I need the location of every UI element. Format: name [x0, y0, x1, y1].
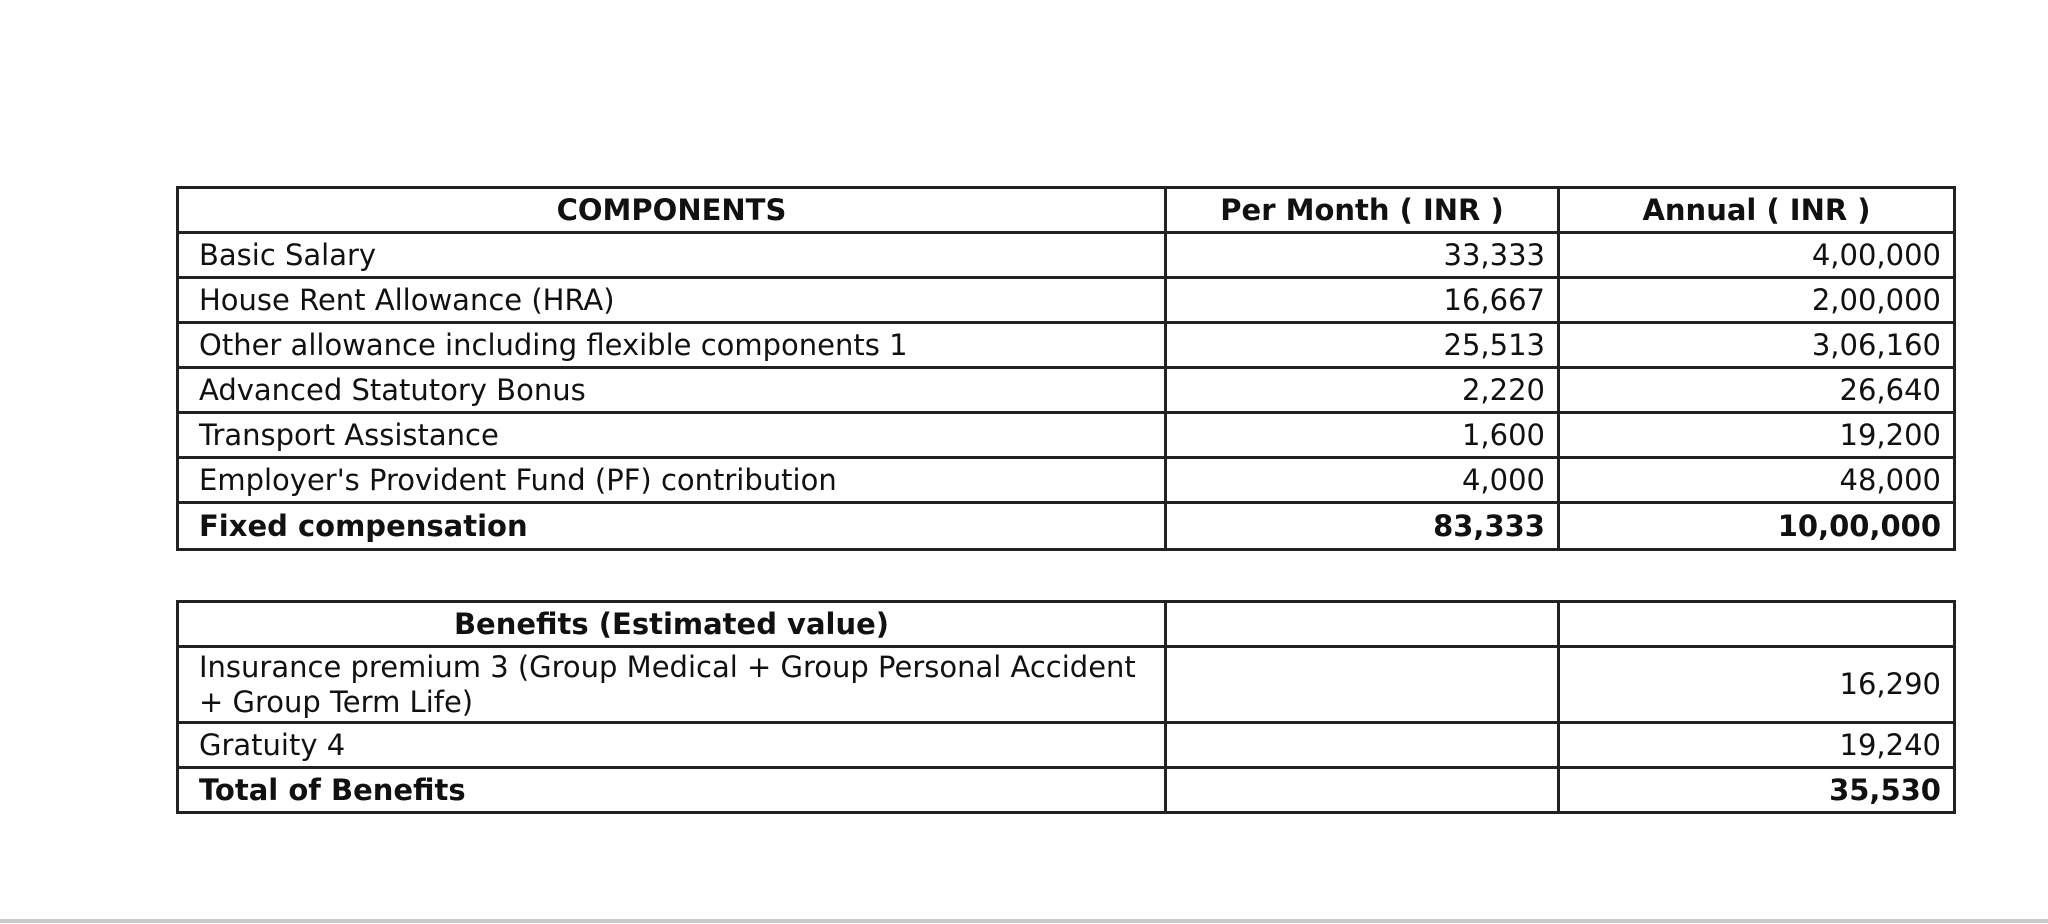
empty-cell [1166, 723, 1559, 768]
component-label: Basic Salary [178, 233, 1166, 278]
empty-cell [1559, 602, 1955, 647]
monthly-value: 16,667 [1166, 278, 1559, 323]
table-row [178, 368, 1955, 413]
component-label: Employer's Provident Fund (PF) contribution [178, 458, 1166, 503]
annual-header: Annual ( INR ) [1559, 188, 1955, 233]
monthly-value: 1,600 [1166, 413, 1559, 458]
total-monthly-value: 83,333 [1166, 503, 1559, 550]
total-label: Total of Benefits [178, 768, 1166, 813]
table-row [178, 458, 1955, 503]
annual-value: 4,00,000 [1559, 233, 1955, 278]
benefit-label: Insurance premium 3 (Group Medical + Group Personal Accident + Group Term Life) [178, 647, 1166, 723]
annual-value: 3,06,160 [1559, 323, 1955, 368]
benefits-header-row [178, 602, 1955, 647]
monthly-value: 25,513 [1166, 323, 1559, 368]
fixed-compensation-total-row [178, 503, 1955, 550]
empty-cell [1166, 647, 1559, 723]
component-label: Other allowance including flexible components 1 [178, 323, 1166, 368]
empty-cell [1166, 768, 1559, 813]
annual-value: 19,200 [1559, 413, 1955, 458]
total-annual-value: 10,00,000 [1559, 503, 1955, 550]
component-label: Transport Assistance [178, 413, 1166, 458]
table-row [178, 723, 1955, 768]
table-row [178, 233, 1955, 278]
components-header: COMPONENTS [178, 188, 1166, 233]
monthly-value: 2,220 [1166, 368, 1559, 413]
annual-value: 48,000 [1559, 458, 1955, 503]
annual-value: 2,00,000 [1559, 278, 1955, 323]
empty-cell [1166, 602, 1559, 647]
annual-value: 19,240 [1559, 723, 1955, 768]
benefits-table [176, 600, 1956, 814]
bottom-divider [0, 919, 2048, 923]
fixed-compensation-table [176, 186, 1956, 551]
table-row [178, 647, 1955, 723]
benefits-total-row [178, 768, 1955, 813]
table-row [178, 278, 1955, 323]
total-label: Fixed compensation [178, 503, 1166, 550]
component-label: House Rent Allowance (HRA) [178, 278, 1166, 323]
per-month-header: Per Month ( INR ) [1166, 188, 1559, 233]
table-header-row [178, 188, 1955, 233]
table-row [178, 323, 1955, 368]
benefits-header: Benefits (Estimated value) [178, 602, 1166, 647]
table-row [178, 413, 1955, 458]
monthly-value: 4,000 [1166, 458, 1559, 503]
annual-value: 26,640 [1559, 368, 1955, 413]
benefit-label: Gratuity 4 [178, 723, 1166, 768]
annual-value: 16,290 [1559, 647, 1955, 723]
monthly-value: 33,333 [1166, 233, 1559, 278]
component-label: Advanced Statutory Bonus [178, 368, 1166, 413]
total-annual-value: 35,530 [1559, 768, 1955, 813]
